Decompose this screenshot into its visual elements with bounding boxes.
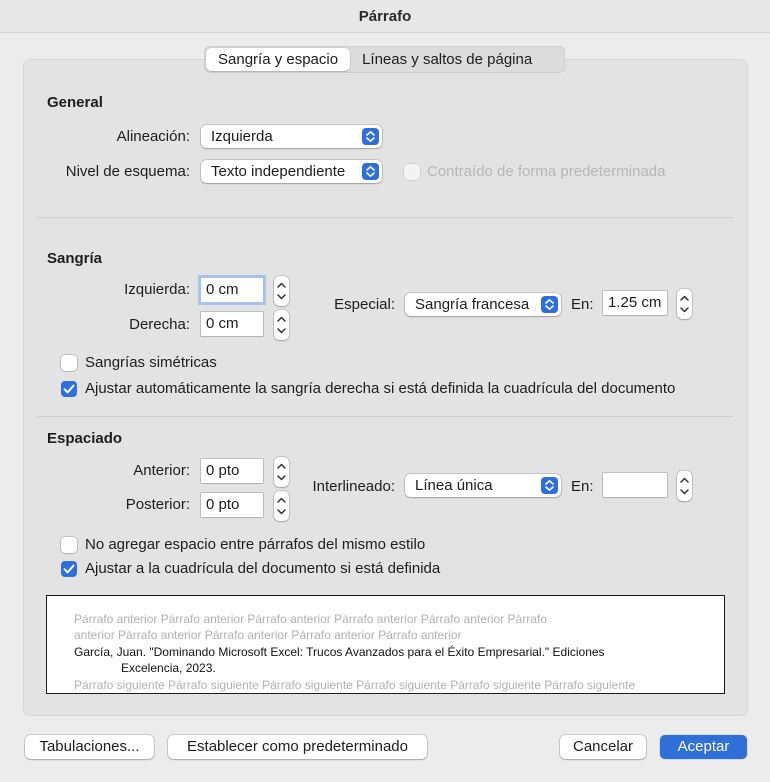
stepper-arrows-icon bbox=[677, 289, 692, 319]
chevron-up-down-icon bbox=[362, 163, 379, 180]
paragraph-preview bbox=[46, 595, 725, 694]
spacing-before-stepper[interactable] bbox=[274, 457, 289, 487]
outline-level-label: Nivel de esquema: bbox=[65, 163, 190, 180]
indent-right-stepper[interactable] bbox=[274, 310, 289, 340]
section-divider bbox=[37, 416, 733, 417]
special-indent-label: Especial: bbox=[334, 296, 395, 313]
chevron-up-down-icon bbox=[362, 128, 379, 145]
no-space-same-style-label: No agregar espacio entre párrafos del mismo estilo bbox=[85, 536, 426, 553]
indentation-heading: Sangría bbox=[47, 250, 103, 267]
spacing-before-input[interactable]: 0 pto bbox=[201, 459, 263, 483]
stepper-arrows-icon bbox=[677, 471, 692, 501]
stepper-arrows-icon bbox=[274, 491, 289, 521]
spacing-before-label: Anterior: bbox=[133, 462, 190, 479]
line-spacing-value: Línea única bbox=[415, 477, 493, 494]
auto-adjust-indent-label: Ajustar automáticamente la sangría derecha si está definida la cuadrícula del documento bbox=[85, 380, 676, 397]
checkmark-icon bbox=[61, 561, 77, 577]
special-indent-value: Sangría francesa bbox=[415, 296, 530, 313]
indent-left-stepper[interactable] bbox=[274, 276, 289, 306]
indent-right-label: Derecha: bbox=[129, 316, 190, 333]
tabs-button[interactable]: Tabulaciones... bbox=[25, 735, 154, 759]
set-default-button[interactable]: Establecer como predeterminado bbox=[168, 735, 427, 759]
collapsed-default-label: Contraído de forma predeterminada bbox=[427, 163, 666, 180]
snap-to-grid-label: Ajustar a la cuadrícula del documento si está definida bbox=[85, 560, 441, 577]
spacing-after-input[interactable]: 0 pto bbox=[201, 493, 263, 517]
preview-current-line: García, Juan. "Dominando Microsoft Excel: Trucos Avanzados para el Éxito Empresarial." Ediciones bbox=[74, 645, 605, 659]
special-by-input[interactable]: 1.25 cm bbox=[603, 291, 667, 315]
mirror-indents-label: Sangrías simétricas bbox=[85, 354, 217, 371]
preview-following-line: Párrafo siguiente Párrafo siguiente Párrafo siguiente Párrafo siguiente Párrafo siguiente Párrafo siguiente bbox=[74, 678, 635, 692]
snap-to-grid-checkbox[interactable] bbox=[61, 561, 77, 577]
stepper-arrows-icon bbox=[274, 276, 289, 306]
general-heading: General bbox=[47, 94, 103, 111]
preview-previous-line: Párrafo anterior Párrafo anterior Párrafo anterior Párrafo anterior Párrafo anterior Párrafo bbox=[74, 612, 547, 626]
collapsed-default-checkbox[interactable] bbox=[404, 164, 420, 180]
auto-adjust-indent-checkbox[interactable] bbox=[61, 381, 77, 397]
spacing-heading: Espaciado bbox=[47, 430, 123, 447]
outline-level-select[interactable] bbox=[201, 160, 382, 183]
line-spacing-at-label: En: bbox=[571, 478, 594, 495]
no-space-same-style-checkbox[interactable] bbox=[61, 537, 77, 553]
alignment-value: Izquierda bbox=[211, 128, 273, 145]
tab-line-page-breaks[interactable]: Líneas y saltos de página bbox=[362, 51, 533, 68]
spacing-after-label: Posterior: bbox=[125, 496, 190, 513]
tab-indent-spacing[interactable]: Sangría y espacio bbox=[206, 48, 350, 71]
line-spacing-at-input[interactable] bbox=[603, 473, 667, 497]
stepper-arrows-icon bbox=[274, 310, 289, 340]
mirror-indents-checkbox[interactable] bbox=[61, 355, 77, 371]
special-indent-select[interactable] bbox=[405, 293, 561, 316]
alignment-label: Alineación: bbox=[116, 128, 190, 145]
cancel-button[interactable]: Cancelar bbox=[560, 735, 646, 759]
preview-previous-line: anterior Párrafo anterior Párrafo anterior Párrafo anterior Párrafo anterior bbox=[74, 628, 462, 642]
chevron-up-down-icon bbox=[541, 296, 558, 313]
window-title: Párrafo bbox=[0, 0, 770, 33]
special-by-stepper[interactable] bbox=[677, 289, 692, 319]
indent-left-input[interactable]: 0 cm bbox=[201, 278, 263, 302]
preview-current-line: Excelencia, 2023. bbox=[121, 661, 216, 675]
indent-right-input[interactable]: 0 cm bbox=[201, 312, 263, 336]
stepper-arrows-icon bbox=[274, 457, 289, 487]
section-divider bbox=[37, 217, 733, 218]
tab-bar bbox=[204, 46, 565, 73]
line-spacing-label: Interlineado: bbox=[312, 478, 395, 495]
spacing-after-stepper[interactable] bbox=[274, 491, 289, 521]
alignment-select[interactable] bbox=[201, 125, 382, 148]
ok-button[interactable]: Aceptar bbox=[660, 735, 747, 759]
line-spacing-at-stepper[interactable] bbox=[677, 471, 692, 501]
special-by-label: En: bbox=[571, 296, 594, 313]
checkmark-icon bbox=[61, 381, 77, 397]
chevron-up-down-icon bbox=[541, 477, 558, 494]
line-spacing-select[interactable] bbox=[405, 474, 561, 497]
outline-level-value: Texto independiente bbox=[211, 163, 346, 180]
indent-left-label: Izquierda: bbox=[124, 281, 190, 298]
